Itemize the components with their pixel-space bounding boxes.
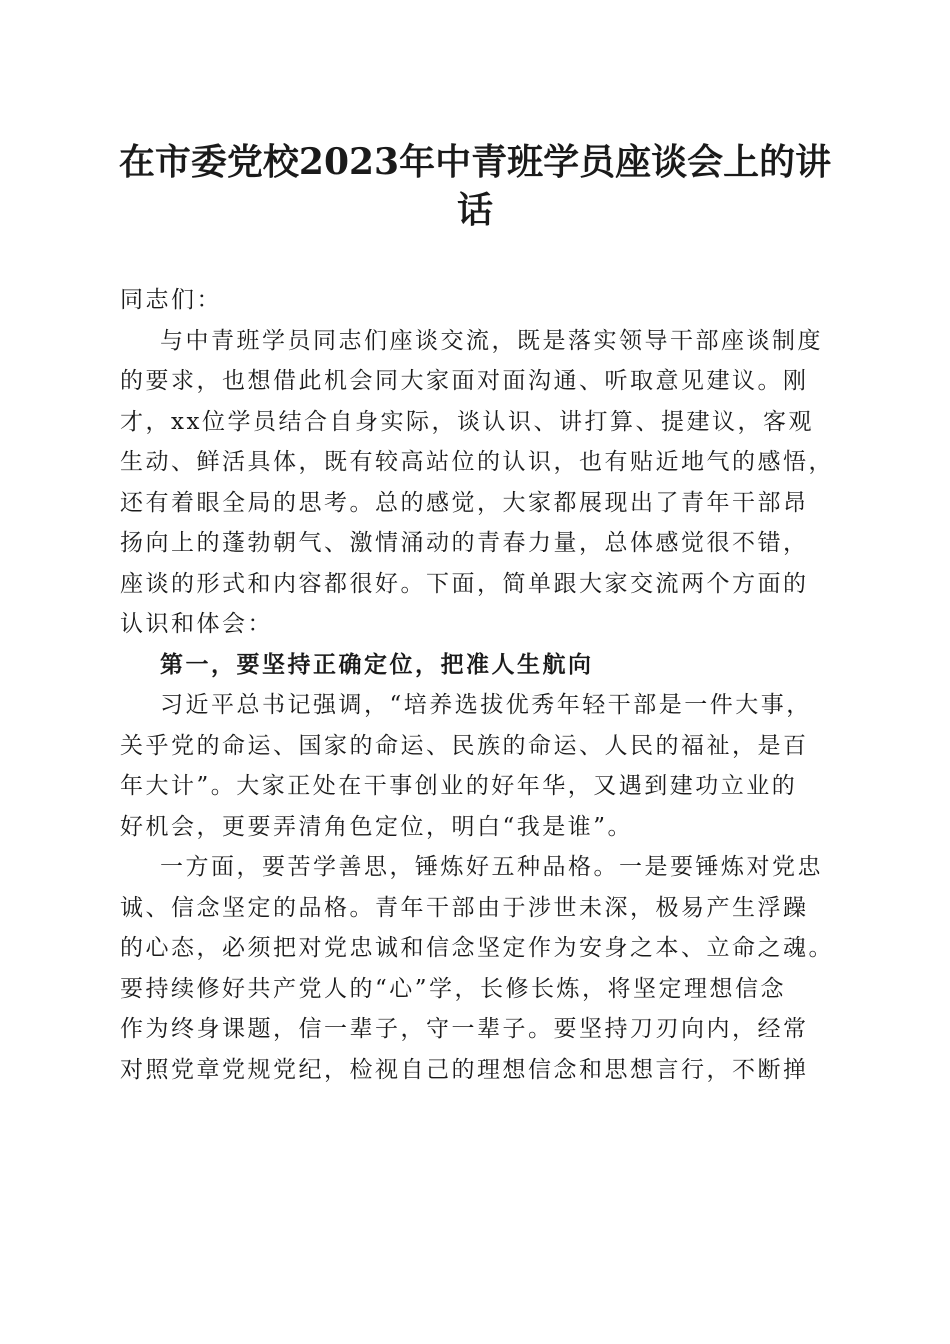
text-line: 的要求，也想借此机会同大家面对面沟通、听取意见建议。刚	[120, 368, 809, 394]
text-line: 生动、鲜活具体，既有较高站位的认识，也有贴近地气的感悟，	[120, 449, 834, 475]
text-line: 同志们：	[120, 287, 222, 313]
title-line-1: 在市委党校2023年中青班学员座谈会上的讲	[118, 141, 832, 183]
text-line: 关乎党的命运、国家的命运、民族的命运、人民的福祉，是百	[120, 732, 809, 759]
text-line: 年大计”。大家正处在干事创业的好年华，又遇到建功立业的	[120, 773, 798, 799]
text-line: 习近平总书记强调，“培养选拔优秀年轻干部是一件大事，	[160, 692, 812, 718]
text-line: 对照党章党规党纪，检视自己的理想信念和思想言行，不断掸	[120, 1056, 809, 1083]
text-line: 座谈的形式和内容都很好。下面，简单跟大家交流两个方面的	[120, 570, 809, 597]
document-body	[120, 280, 842, 1090]
text-line: 作为终身课题，信一辈子，守一辈子。要坚持刀刃向内，经常	[120, 1016, 809, 1042]
text-line: 诚、信念坚定的品格。青年干部由于涉世未深，极易产生浮躁	[120, 894, 809, 921]
text-line: 还有着眼全局的思考。总的感觉，大家都展现出了青年干部昂	[120, 489, 809, 516]
text-line: 一方面，要苦学善思，锤炼好五种品格。一是要锤炼对党忠	[160, 854, 823, 880]
section-heading: 第一，要坚持正确定位，把准人生航向	[160, 650, 594, 678]
text-line: 的心态，必须把对党忠诚和信念坚定作为安身之本、立命之魂。	[120, 935, 834, 961]
document-title	[110, 138, 840, 234]
title-line-2: 话	[456, 189, 493, 231]
text-line: 要持续修好共产党人的“心”学，长修长炼，将坚定理想信念	[120, 975, 787, 1002]
text-line: 扬向上的蓬勃朝气、激情涌动的青春力量，总体感觉很不错，	[120, 530, 809, 556]
text-line: 才，xx位学员结合自身实际，谈认识、讲打算、提建议，客观	[120, 408, 814, 435]
text-line: 认识和体会：	[120, 611, 273, 637]
text-line: 好机会，更要弄清角色定位，明白“我是谁”。	[120, 813, 634, 840]
text-line: 与中青班学员同志们座谈交流，既是落实领导干部座谈制度	[160, 327, 823, 354]
